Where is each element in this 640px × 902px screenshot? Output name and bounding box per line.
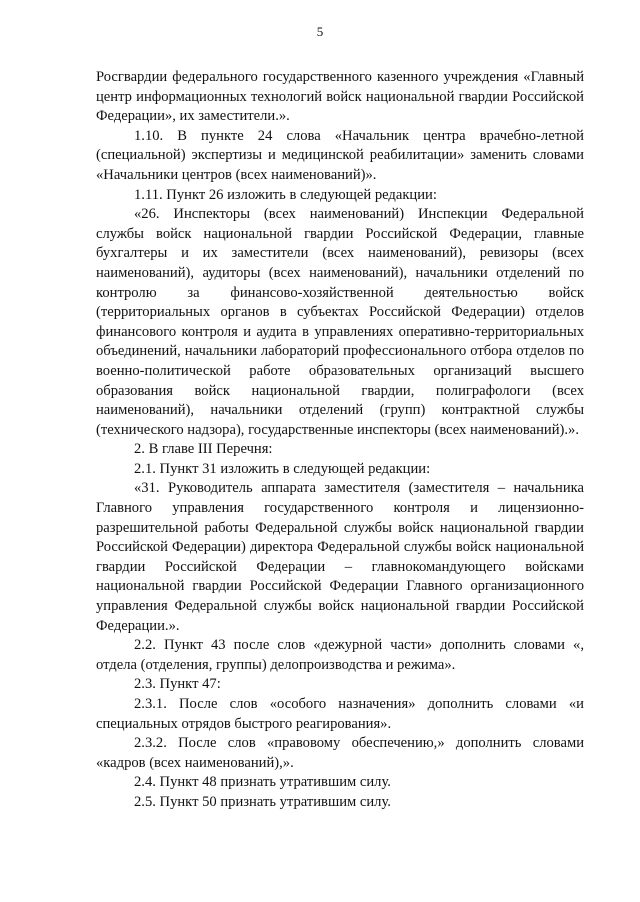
paragraph-2-2: 2.2. Пункт 43 после слов «дежурной части» дополнить словами «, отдела (отделения, группы) делопроизводства и режима». (96, 637, 584, 673)
paragraph-2: 2. В главе III Перечня: (134, 441, 273, 458)
paragraph-2-1: 2.1. Пункт 31 изложить в следующей редакции: (134, 460, 431, 477)
paragraph-2-3-2: 2.3.2. После слов «правовому обеспечению,» дополнить словами «кадров (всех наименований),». (96, 735, 584, 771)
paragraph-2-3: 2.3. Пункт 47: (134, 676, 221, 693)
paragraph-1-10: 1.10. В пункте 24 слова «Начальник центра врачебно-летной (специальной) экспертизы и медицинской реабилитации» заменить словами «Начальники центров (всех наименований)». (96, 127, 584, 183)
paragraph-1-11: 1.11. Пункт 26 изложить в следующей редакции: (134, 186, 437, 203)
paragraph-2-3-1: 2.3.1. После слов «особого назначения» дополнить словами «и специальных отрядов быстрого реагирования». (96, 696, 584, 732)
page-number: 5 (316, 24, 324, 39)
paragraph-2-4: 2.4. Пункт 48 признать утратившим силу. (134, 774, 391, 791)
paragraph-2-5: 2.5. Пункт 50 признать утратившим силу. (134, 793, 391, 810)
paragraph-item-31: «31. Руководитель аппарата заместителя (заместителя – начальника Главного управления государственного контроля и лицензионно-разрешительной работы Федеральной службы войск национальной гвардии Российской Федерации) директора Федеральной службы войск национальной гвардии Российской Федерации – главнокомандующего войсками национальной гвардии Российской Федерации Главного организационного управления Федеральной службы войск национальной гвардии Российской Федерации.». (96, 480, 584, 634)
paragraph-item-26: «26. Инспекторы (всех наименований) Инспекции Федеральной службы войск национальной гвардии Российской Федерации, главные бухгалтеры и их заместители (всех наименований), ревизоры (всех наименований), аудиторы (всех наименований), начальники отделений по контролю за финансово-хозяйственной деятельностью войск (территориальных органов в субъектах Российской Федерации) отделов финансового контроля и аудита в управлениях оперативно-территориальных объединений, начальники лабораторий профессионального отбора отделов по военно-политической работе образовательных организаций высшего образования войск национальной гвардии, полиграфологи (всех наименований), начальники отделений (групп) контрактной службы (технического надзора), государственные инспекторы (всех наименований).». (96, 206, 584, 438)
paragraph-continuation: Росгвардии федерального государственного казенного учреждения «Главный центр информационных технологий войск национальной гвардии Российской Федерации», их заместители.». (96, 69, 584, 125)
document-body (96, 68, 584, 813)
